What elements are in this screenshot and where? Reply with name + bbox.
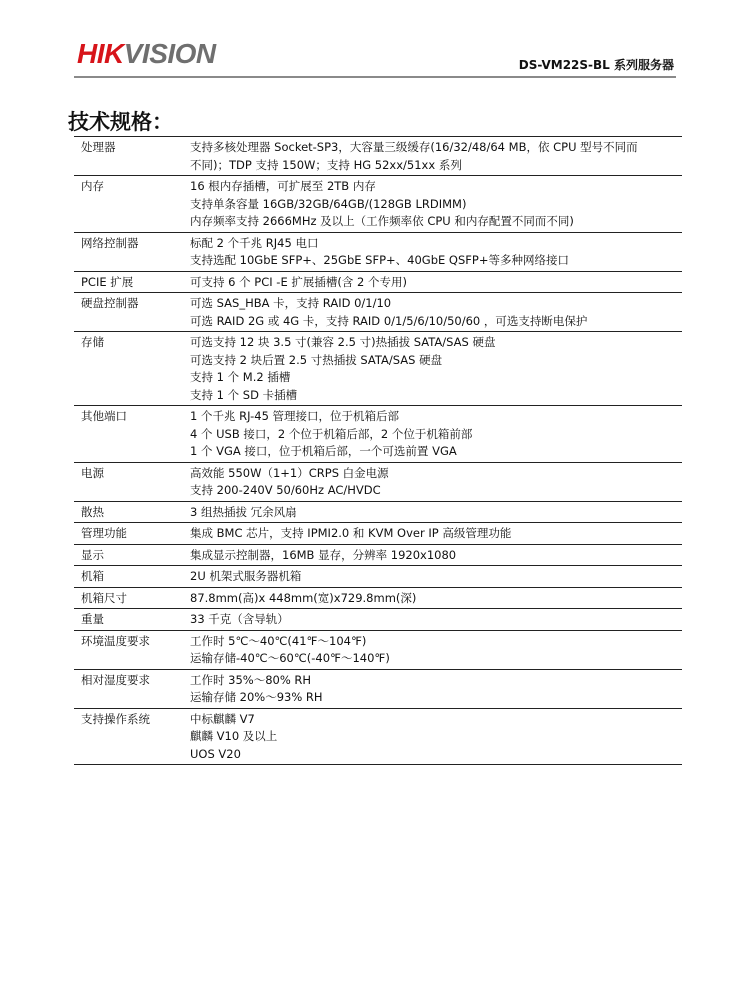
header-divider [74, 76, 676, 78]
spec-row [74, 545, 682, 567]
spec-value [190, 504, 682, 522]
spec-value-line: 1 个千兆 RJ-45 管理接口，位于机箱后部 [190, 409, 400, 423]
spec-value-line: 运输存储-40℃～60℃(-40℉～140℉) [190, 651, 390, 665]
spec-value [190, 525, 682, 543]
spec-label: 支持操作系统 [81, 711, 150, 726]
spec-value-line: 集成 BMC 芯片，支持 IPMI2.0 和 KVM Over IP 高级管理功能 [190, 526, 512, 540]
spec-value-line: 麒麟 V10 及以上 [190, 729, 278, 743]
spec-label: 内存 [81, 179, 104, 193]
spec-row [74, 609, 682, 631]
logo-primary-text: HIK [77, 38, 124, 69]
spec-value [190, 235, 682, 270]
spec-value-line: 标配 2 个千兆 RJ45 电口 [190, 235, 319, 250]
spec-label: 显示 [81, 547, 104, 562]
spec-value-line: 支持多核处理器 Socket-SP3，大容量三级缓存(16/32/48/64 MB，依 CPU 型号不同而 [190, 140, 638, 154]
spec-value-line: 不同)；TDP 支持 150W；支持 HG 52xx/51xx 系列 [190, 157, 462, 172]
spec-value [190, 139, 682, 174]
spec-value-line: 支持 200-240V 50/60Hz AC/HVDC [190, 483, 381, 497]
spec-row [74, 631, 682, 670]
spec-table [74, 136, 682, 765]
spec-value-line: 可选支持 2 块后置 2.5 寸热插拔 SATA/SAS 硬盘 [190, 352, 443, 367]
spec-row [74, 293, 682, 332]
spec-value-line: 可选 RAID 2G 或 4G 卡，支持 RAID 0/1/5/6/10/50/60 ，可选支持断电保护 [190, 313, 588, 328]
spec-value-line: 支持选配 10GbE SFP+、25GbE SFP+、40GbE QSFP+等多种网络接口 [190, 253, 569, 267]
spec-label: 散热 [81, 504, 104, 519]
spec-value-line: 可选 SAS_HBA 卡，支持 RAID 0/1/10 [190, 296, 392, 310]
spec-value [190, 178, 682, 231]
spec-label: 相对湿度要求 [81, 672, 150, 687]
spec-value-line: 3 组热插拔 冗余风扇 [190, 504, 297, 519]
spec-row [74, 233, 682, 272]
spec-value-line: 2U 机架式服务器机箱 [190, 569, 302, 583]
spec-row [74, 137, 682, 176]
spec-label: 处理器 [81, 140, 116, 154]
spec-value-line: 工作时 5℃～40℃(41℉～104℉) [190, 633, 367, 648]
spec-value-line: UOS V20 [190, 746, 241, 761]
spec-label: 机箱尺寸 [81, 590, 127, 605]
spec-value-line: 87.8mm(高)x 448mm(宽)x729.8mm(深) [190, 590, 417, 605]
spec-row [74, 523, 682, 545]
spec-value [190, 611, 682, 629]
spec-value-line: 集成显示控制器，16MB 显存，分辨率 1920x1080 [190, 547, 457, 562]
spec-value-line: 16 根内存插槽，可扩展至 2TB 内存 [190, 179, 376, 193]
spec-label: 存储 [81, 335, 104, 349]
spec-value-line: 中标麒麟 V7 [190, 711, 255, 726]
spec-row [74, 670, 682, 709]
spec-value [190, 465, 682, 500]
spec-row [74, 272, 682, 294]
spec-row [74, 566, 682, 588]
spec-value [190, 334, 682, 404]
spec-value-line: 高效能 550W（1+1）CRPS 白金电源 [190, 465, 389, 480]
spec-value-line: 内存频率支持 2666MHz 及以上（工作频率依 CPU 和内存配置不同而不同) [190, 214, 574, 228]
spec-label: PCIE 扩展 [81, 274, 134, 289]
spec-value [190, 672, 682, 707]
spec-value-line: 可选支持 12 块 3.5 寸(兼容 2.5 寸)热插拔 SATA/SAS 硬盘 [190, 335, 496, 349]
spec-value [190, 568, 682, 586]
spec-label: 硬盘控制器 [81, 296, 139, 310]
spec-value [190, 633, 682, 668]
spec-value [190, 547, 682, 565]
spec-row [74, 502, 682, 524]
section-title: 技术规格： [68, 110, 173, 134]
logo-secondary-text: VISION [123, 38, 216, 69]
hikvision-logo [77, 38, 216, 70]
spec-value [190, 408, 682, 461]
spec-value-line: 工作时 35%～80% RH [190, 672, 312, 687]
spec-label: 网络控制器 [81, 235, 139, 250]
spec-value-line: 可支持 6 个 PCI -E 扩展插槽(含 2 个专用) [190, 274, 407, 289]
spec-value [190, 711, 682, 764]
spec-row [74, 176, 682, 233]
spec-value [190, 274, 682, 292]
spec-label: 机箱 [81, 569, 104, 583]
spec-label: 电源 [81, 465, 104, 480]
spec-row [74, 463, 682, 502]
model-title: DS-VM22S-BL 系列服务器 [518, 58, 674, 72]
spec-value-line: 1 个 VGA 接口，位于机箱后部，一个可选前置 VGA [190, 444, 457, 458]
spec-row [74, 406, 682, 463]
spec-label: 环境温度要求 [81, 633, 150, 648]
spec-value-line: 支持 1 个 SD 卡插槽 [190, 387, 298, 402]
spec-value [190, 590, 682, 608]
spec-row [74, 709, 682, 766]
spec-row [74, 588, 682, 610]
spec-label: 管理功能 [81, 526, 127, 540]
spec-value-line: 运输存储 20%～93% RH [190, 690, 323, 704]
spec-value [190, 295, 682, 330]
spec-value-line: 支持 1 个 M.2 插槽 [190, 370, 291, 384]
spec-value-line: 4 个 USB 接口，2 个位于机箱后部，2 个位于机箱前部 [190, 426, 473, 441]
spec-label: 其他端口 [81, 409, 127, 423]
spec-value-line: 33 千克（含导轨） [190, 612, 289, 626]
spec-row [74, 332, 682, 406]
spec-label: 重量 [81, 612, 104, 626]
spec-value-line: 支持单条容量 16GB/32GB/64GB/(128GB LRDIMM) [190, 196, 467, 211]
